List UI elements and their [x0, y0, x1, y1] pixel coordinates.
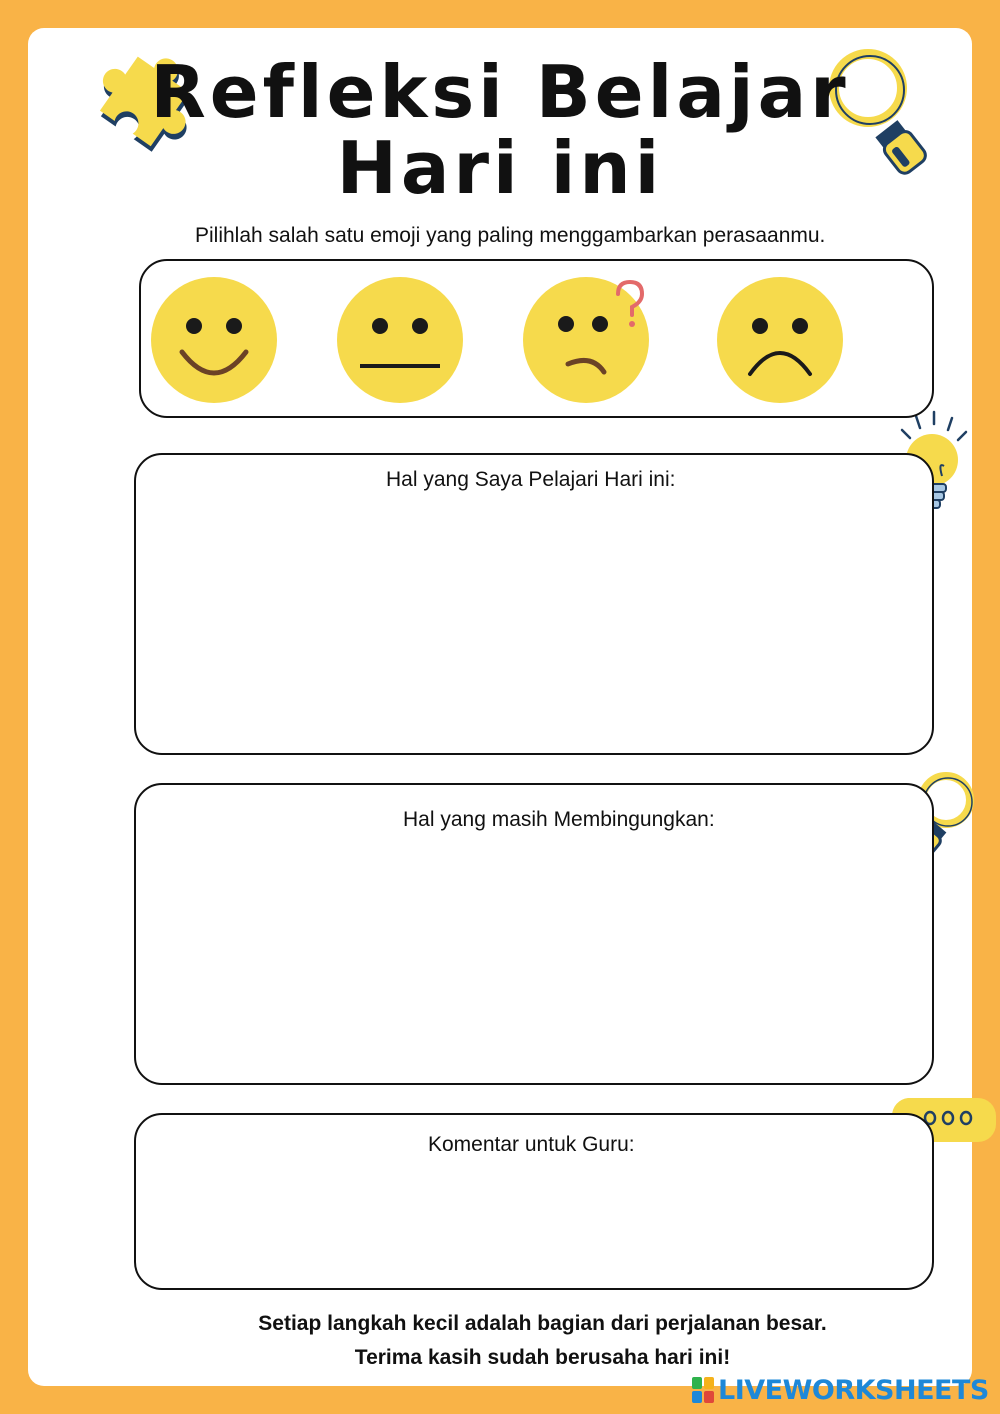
learned-today-input[interactable] [166, 505, 902, 729]
confused-face-icon[interactable] [522, 276, 650, 404]
liveworksheets-wordmark: LIVEWORKSHEETS [718, 1374, 989, 1406]
learned-today-label: Hal yang Saya Pelajari Hari ini: [386, 468, 676, 491]
page-title-second-line: Hari ini [336, 126, 664, 210]
sad-face-icon[interactable] [716, 276, 844, 404]
footer-motivation: Setiap langkah kecil adalah bagian dari perjalanan besar. [258, 1312, 827, 1335]
emoji-instruction: Pilihlah salah satu emoji yang paling menggambarkan perasaanmu. [195, 224, 826, 247]
still-confusing-box [134, 783, 934, 1085]
teacher-comment-box [134, 1113, 934, 1290]
teacher-comment-input[interactable] [166, 1170, 902, 1264]
still-confusing-label: Hal yang masih Membingungkan: [403, 808, 715, 831]
liveworksheets-logo [692, 1375, 989, 1405]
still-confusing-input[interactable] [166, 845, 902, 1059]
footer-thanks: Terima kasih sudah berusaha hari ini! [354, 1346, 731, 1369]
liveworksheets-blocks-icon [692, 1377, 714, 1403]
learned-today-box [134, 453, 934, 755]
teacher-comment-label: Komentar untuk Guru: [428, 1133, 635, 1156]
page-title: Refleksi Belajar [150, 50, 850, 134]
neutral-face-icon[interactable] [336, 276, 464, 404]
smiling-face-icon[interactable] [150, 276, 278, 404]
